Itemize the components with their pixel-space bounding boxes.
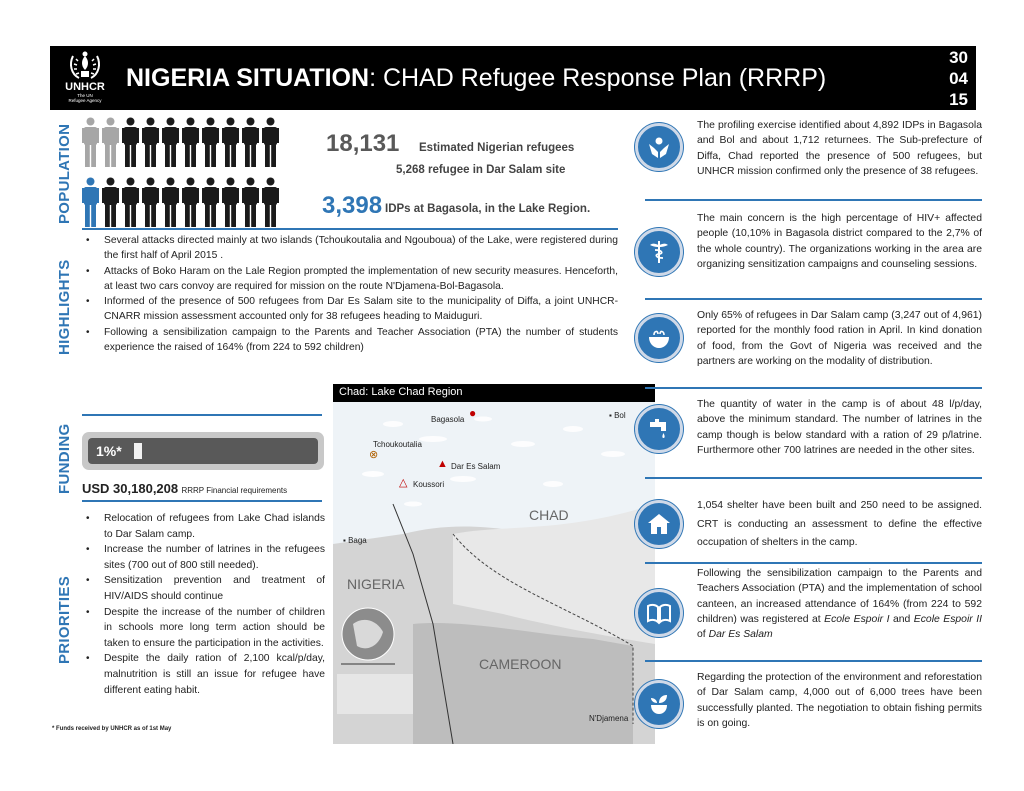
logo-sub1: The UN xyxy=(77,93,93,98)
report-date xyxy=(949,47,968,110)
person-icon xyxy=(242,117,259,167)
attack-site-icon: ⊗ xyxy=(369,449,379,461)
health-text: The main concern is the high percentage of HIV+ affected people (10,10% in Bagasola district compared to the 2,7% of the whole country). The organizations working in the area are organizing sensitization campaigns and counseling sessions. xyxy=(697,213,982,270)
map-title: Chad: Lake Chad Region xyxy=(333,384,655,402)
camp-triangle-icon: ▲ xyxy=(437,458,448,470)
education-of: of xyxy=(697,629,709,641)
map-graphic xyxy=(333,384,655,744)
header-bar xyxy=(50,46,976,110)
divider-shelter xyxy=(645,562,982,564)
food-text: Only 65% of refugees in Dar Salam camp (3,247 out of 4,961) reported for the monthly food ration in April. In kind donation of food, from the Govt of Nigeria was received and the partners are working on the modality of distribution. xyxy=(697,310,982,367)
funding-amount-value: USD 30,180,208 xyxy=(82,481,179,496)
idps-label: IDPs at Bagasola, in the Lake Region. xyxy=(385,203,591,215)
map-country-chad: CHAD xyxy=(529,507,569,523)
shelter-text: 1,054 shelter have been built and 250 need to be assigned. CRT is conducting an assessment to define the effective occupation of shelters in the camp. xyxy=(697,500,982,548)
dar-salam-line: 5,268 refugee in Dar Salam site xyxy=(396,164,566,176)
divider-funding xyxy=(82,500,322,502)
food-bowl-icon xyxy=(646,325,672,351)
person-icon xyxy=(222,117,239,167)
divider-health xyxy=(645,298,982,300)
education-icon-circle xyxy=(635,589,683,637)
funding-progress xyxy=(82,432,324,470)
section-label-priorities: PRIORITIES xyxy=(56,575,73,664)
map-country-nigeria: NIGERIA xyxy=(347,576,405,592)
water-tap-icon xyxy=(646,416,672,442)
person-icon xyxy=(162,177,179,227)
highlights-list xyxy=(82,233,618,355)
priority-item: • Despite the increase of the number of children in schools more long term action should be taken to ensure the participation in the activities. xyxy=(82,605,325,652)
logo-sub2: Refugee Agency xyxy=(68,98,102,103)
person-icon xyxy=(82,177,99,227)
person-icon xyxy=(162,117,179,167)
wash-text: The quantity of water in the camp is of about 48 l/p/day, above the minimum standard. The number of latrines in the camp though is below standard with a ration of 29 p/latrine. Furthermore other 700 latrines are needed in the other sites. xyxy=(697,399,982,456)
divider-education xyxy=(645,660,982,662)
priority-item: • Despite the daily ration of 2,100 kcal/p/day, malnutrition is still an issue for refugee have different eating habit. xyxy=(82,651,325,698)
unhcr-emblem-icon xyxy=(67,50,103,82)
education-place: Dar Es Salam xyxy=(708,629,773,641)
caduceus-health-icon xyxy=(646,239,672,265)
divider-wash xyxy=(645,477,982,479)
wash-icon-circle xyxy=(635,405,683,453)
site-triangle-icon: △ xyxy=(399,477,408,489)
map-label-baga: ▪ Baga xyxy=(343,536,367,545)
hands-protect-icon xyxy=(646,134,672,160)
person-icon xyxy=(182,177,199,227)
idps-number: 3,398 xyxy=(322,192,383,219)
funding-footnote: * Funds received by UNHCR as of 1st May xyxy=(52,726,172,732)
person-icon xyxy=(262,177,279,227)
divider-protection xyxy=(645,199,982,201)
page-title xyxy=(126,64,826,93)
education-school2: Ecole Espoir II xyxy=(913,613,982,625)
protection-icon-circle xyxy=(635,123,683,171)
education-text-main: Following the sensibilization campaign to the Parents and Teachers Association (PTA) and the implementation of school canteen, an increased attendance of 164% (from 224 to 592 children) was registered at xyxy=(697,568,982,625)
priorities-list xyxy=(82,511,325,698)
priority-item: • Sensitization prevention and treatment of HIV/AIDS should continue xyxy=(82,573,325,604)
unhcr-logo xyxy=(58,50,112,108)
funding-bar-fill xyxy=(134,443,142,459)
environment-icon-circle xyxy=(635,680,683,728)
section-label-highlights: HIGHLIGHTS xyxy=(56,259,73,355)
person-icon xyxy=(262,117,279,167)
highlight-item: • Several attacks directed mainly at two islands (Tchoukoutalia and Ngouboua) of the Lake, were registered during the first half of April 2015 . xyxy=(82,233,618,264)
bagasola-pin-icon: ● xyxy=(469,406,477,420)
date-month: 04 xyxy=(949,69,968,88)
highlight-item: • Attacks of Boko Haram on the Lale Region prompted the implementation of new security measures. Henceforth, at least two cars convoy are required for mission on the route N'Djamena-Bol-Bagasola. xyxy=(82,264,618,295)
highlight-item: • Informed of the presence of 500 refugees from Dar Es Salam site to the municipality of Diffa, a joint UNHCR-CNARR mission assessment accounted only for 38 refugees heading to Maiduguri. xyxy=(82,294,618,325)
highlight-item: • Following a sensibilization campaign to the Parents and Teacher Association (PTA) the number of students experience the raised of 164% (from 224 to 592 children) xyxy=(82,325,618,356)
funding-bar-track xyxy=(88,438,318,464)
person-icon xyxy=(182,117,199,167)
people-row xyxy=(82,117,288,167)
priority-item: • Increase the number of latrines in the refugees sites (700 out of 800 still needed). xyxy=(82,542,325,573)
education-and: and xyxy=(889,613,914,625)
person-icon xyxy=(242,177,259,227)
funding-amount-label: RRRP Financial requirements xyxy=(181,486,288,495)
section-label-funding: FUNDING xyxy=(56,423,73,494)
food-icon-circle xyxy=(635,314,683,362)
section-label-population: POPULATION xyxy=(56,123,73,224)
shelter-icon-circle xyxy=(635,500,683,548)
person-icon xyxy=(202,117,219,167)
person-icon xyxy=(122,177,139,227)
map-country-cameroon: CAMEROON xyxy=(479,656,562,672)
title-rest: : CHAD Refugee Response Plan (RRRP) xyxy=(369,64,827,92)
lake-chad-map xyxy=(333,384,655,744)
date-day: 30 xyxy=(949,48,968,67)
environment-text: Regarding the protection of the environment and reforestation of Dar Salam camp, 4,000 out of 6,000 trees have been successfully planted. The negotiation to obtain fishing permits is on going. xyxy=(697,672,982,729)
map-label-bol-text: Bol xyxy=(614,411,626,420)
map-label-dar-es-salam: Dar Es Salam xyxy=(451,462,501,471)
funding-amount xyxy=(82,481,287,496)
person-icon xyxy=(122,117,139,167)
health-icon-circle xyxy=(635,228,683,276)
map-label-bol: ▪ Bol xyxy=(609,411,626,420)
person-icon xyxy=(142,117,159,167)
person-icon xyxy=(102,117,119,167)
person-icon xyxy=(102,177,119,227)
map-label-baga-text: Baga xyxy=(348,536,367,545)
divider-population xyxy=(82,228,618,230)
environment-leaf-icon xyxy=(646,691,672,717)
divider-highlights xyxy=(82,414,322,416)
open-book-icon xyxy=(646,600,672,626)
population-people-graphic xyxy=(82,117,288,237)
house-shelter-icon xyxy=(646,511,672,537)
person-icon xyxy=(82,117,99,167)
person-icon xyxy=(202,177,219,227)
priority-item: • Relocation of refugees from Lake Chad islands to Dar Salam camp. xyxy=(82,511,325,542)
divider-food xyxy=(645,387,982,389)
person-icon xyxy=(142,177,159,227)
education-text xyxy=(697,566,982,642)
map-label-koussori: Koussori xyxy=(413,480,445,489)
map-label-tchoukoutalia: Tchoukoutalia xyxy=(373,440,422,449)
people-row xyxy=(82,177,288,227)
refugees-number: 18,131 xyxy=(326,130,400,157)
map-label-ndjamena: N'Djamena xyxy=(589,714,629,723)
person-icon xyxy=(222,177,239,227)
logo-name: UNHCR xyxy=(65,81,105,93)
refugees-label: Estimated Nigerian refugees xyxy=(419,142,575,154)
education-school1: Ecole Espoir I xyxy=(824,613,890,625)
funding-percent: 1%* xyxy=(96,443,122,459)
protection-text: The profiling exercise identified about 4,892 IDPs in Bagasola and Bol and about 1,712 returnees. The Sub-prefecture of Diffa, Chad reported the presence of 500 refugees, but UNHCR mission confirmed only the presence of 38 refugees. xyxy=(697,120,982,177)
map-label-bagasola: Bagasola xyxy=(431,415,465,424)
title-bold: NIGERIA SITUATION xyxy=(126,64,370,92)
date-year: 15 xyxy=(949,90,968,109)
